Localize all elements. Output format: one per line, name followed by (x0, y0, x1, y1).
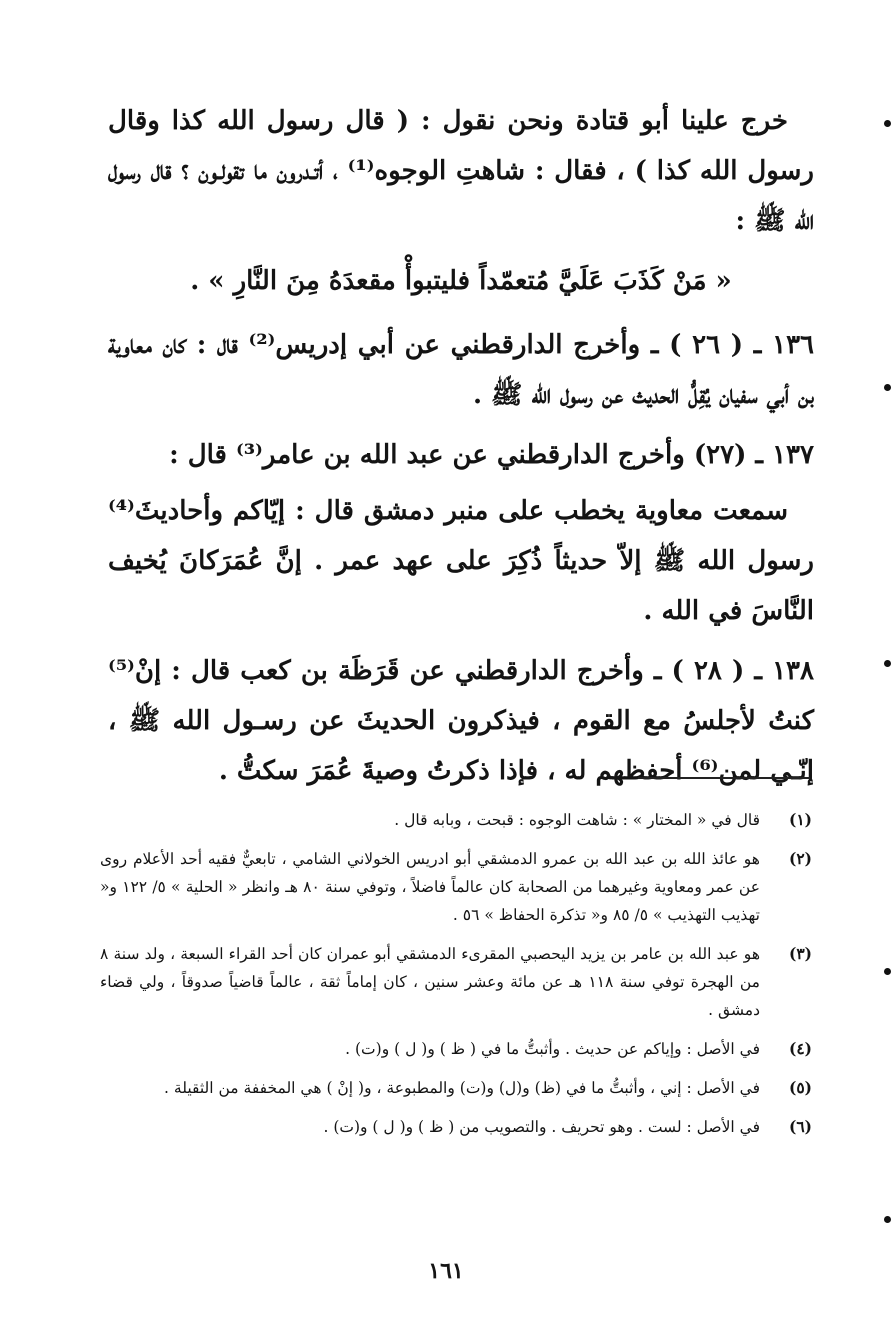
footnote-number: (٣) (788, 944, 812, 963)
hadith-paragraph-137: ١٣٧ ـ (٢٧) وأخرج الدارقطني عن عبد الله بن عامر⁽³⁾ قال : (169, 440, 814, 470)
footnote-number: (٦) (788, 1117, 812, 1136)
footnote-text: في الأصل : إني ، وأثبتُّ ما في (ظ) و(ل) و(ت) والمطبوعة ، و( إنْ ) هي المخففة من الثقيلة . (164, 1079, 760, 1097)
footnote-3 (100, 940, 812, 1024)
scan-edge-mark (884, 968, 891, 975)
footnote-1 (100, 806, 812, 834)
footnote-number: (١) (788, 810, 812, 829)
scan-edge-mark (884, 1216, 891, 1223)
footnote-number: (٤) (788, 1039, 812, 1058)
hadith-paragraph-intro: خرج علينا أبو قتادة ونحن نقول : ( قال رسول الله كذا وقال رسول الله كذا ) ، فقال : شاهتِ الوجوه⁽¹⁾ ، أتـدرون ما تقولـون ؟ قال رسول الله ﷺ : (108, 106, 814, 236)
scan-edge-mark (884, 660, 891, 667)
scan-edge-mark (884, 384, 891, 391)
footnote-number: (٥) (788, 1078, 812, 1097)
hadith-paragraph-138: ١٣٨ ـ ( ٢٨ ) ـ وأخرج الدارقطني عن قَرَظَة بن كعب قال : إنْ⁽⁵⁾ كنتُ لأجلسُ مع القوم ، فيذكرون الحديثَ عن رسـول الله ﷺ ، إنّـي لمن⁽⁶⁾ أحفظهم له ، فإذا ذكرتُ وصيةَ عُمَرَ سكتُّ . (108, 656, 814, 786)
footnote-2 (100, 845, 812, 929)
footnote-number: (٢) (788, 849, 812, 868)
footnote-text: في الأصل : لست . وهو تحريف . والتصويب من ( ظ ) و( ل ) و(ت) . (323, 1118, 760, 1136)
footnote-text: هو عائذ الله بن عبد الله بن عمرو الدمشقي أبو ادريس الخولاني الشامي ، تابعيٌّ فقيه أحد الأعلام روى عن عمر ومعاوية وغيرهما من الصحابة كان عالماً فاضلاً ، وتوفي سنة ٨٠ هـ وانظر « الحلية » ٥/ ١٢٢ و« تهذيب التهذيب » ٥/ ٨٥ و« تذكرة الحفاظ » ٥٦ . (100, 850, 760, 924)
footnote-4 (100, 1035, 812, 1063)
hadith-quote: « مَنْ كَذَبَ عَلَيَّ مُتعمّداً فليتبوأْ مقعدَهُ مِنَ النَّارِ » . (190, 266, 732, 296)
footnotes (100, 806, 812, 1152)
footnote-separator (638, 777, 810, 779)
footnote-text: قال في « المختار » : شاهت الوجوه : قبحت ، وبابه قال . (394, 811, 760, 829)
footnote-5 (100, 1074, 812, 1102)
scan-edge-mark (884, 120, 891, 127)
footnote-6 (100, 1113, 812, 1141)
main-text (108, 96, 814, 806)
footnote-text: هو عبد الله بن عامر بن يزيد اليحصبي المقرىء الدمشقي أبو عمران كان أحد القراء السبعة ، ولد سنة ٨ من الهجرة توفي سنة ١١٨ هـ عن مائة وعشر سنين ، كان إماماً ثقة ، عالماً قاضياً صدوقاً ، ولي قضاء دمشق . (100, 945, 760, 1019)
hadith-paragraph-136: ١٣٦ ـ ( ٢٦ ) ـ وأخرج الدارقطني عن أبي إدريس⁽²⁾ قال : كان معاوية بن أبي سفيان يُقِلُّ الحديث عن رسول الله ﷺ . (108, 330, 815, 410)
page-number: ١٦١ (428, 1258, 464, 1284)
footnote-text: في الأصل : وإياكم عن حديث . وأثبتُّ ما في ( ظ ) و( ل ) و(ت) . (345, 1040, 760, 1058)
hadith-paragraph-137-body: سمعت معاوية يخطب على منبر دمشق قال : إيّاكم وأحاديثَ⁽⁴⁾ رسول الله ﷺ إلاّ حديثاً ذُكِرَ على عهد عمر . إنَّ عُمَرَكانَ يُخيف النَّاسَ في الله . (108, 496, 814, 626)
